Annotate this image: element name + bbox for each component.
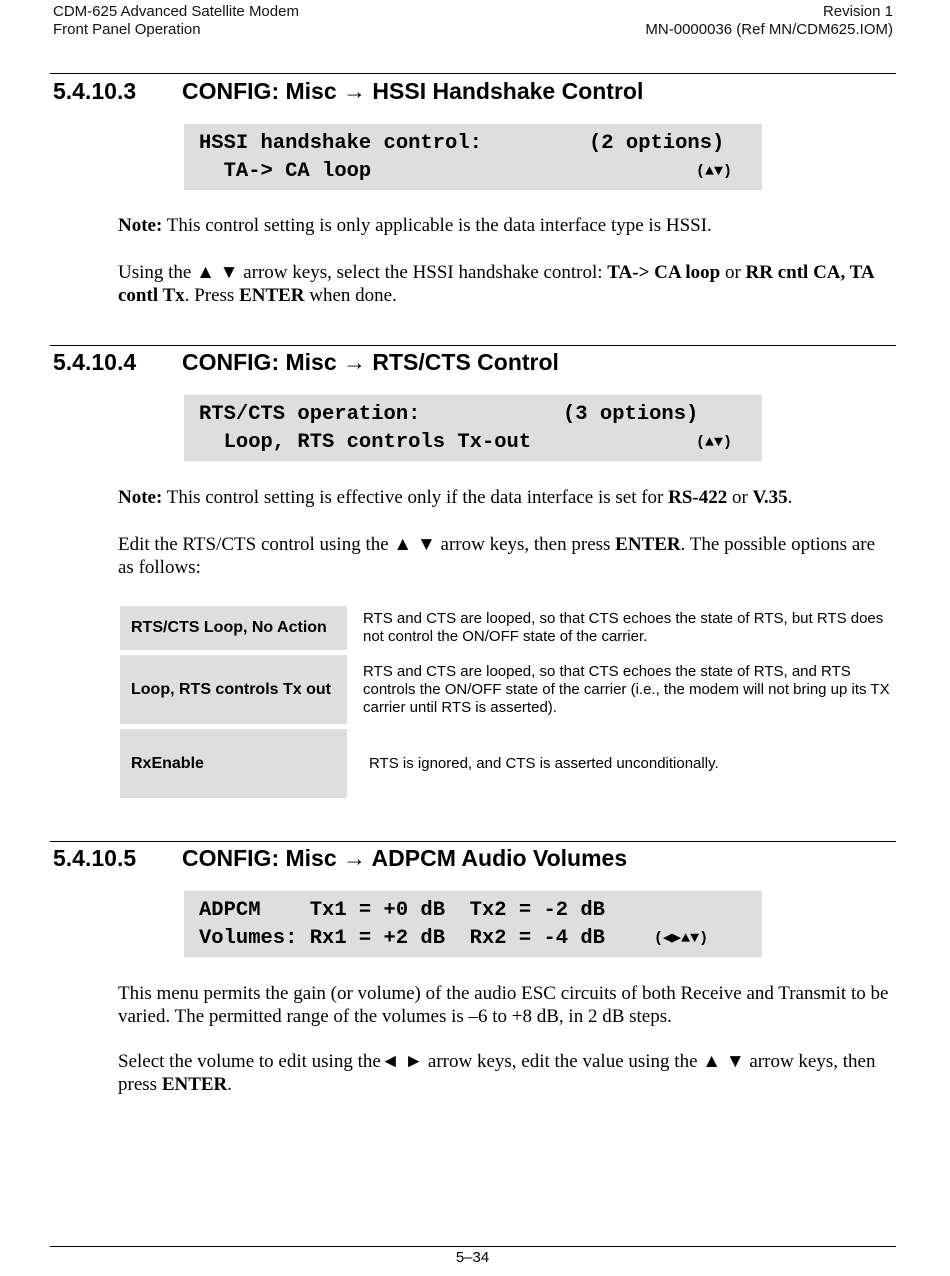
section-divider (50, 345, 896, 346)
enter-key-label: ENTER (161, 1074, 228, 1095)
table-row (120, 606, 899, 650)
lcd-line1: ADPCM Tx1 = +0 dB Tx2 = -2 dB (199, 899, 605, 922)
manual-number: MN-0000036 (Ref MN/CDM625.IOM) (645, 21, 893, 38)
lcd-arrow-keys-icon: (▲▼) (696, 434, 733, 451)
section-number: 5.4.10.4 (53, 349, 137, 375)
lcd-display-adpcm (184, 891, 762, 957)
section-divider (50, 73, 896, 74)
option-name-cell: RTS/CTS Loop, No Action (120, 606, 347, 650)
text-run: Edit the RTS/CTS control using the ▲ ▼ arrow keys, then press (118, 534, 616, 555)
section-heading-hssi (53, 77, 643, 105)
table-row (120, 729, 899, 798)
note-hssi (118, 214, 893, 237)
interface-name: RS-422 (668, 487, 728, 508)
enter-key-label: ENTER (615, 534, 681, 555)
note-text: This control setting is effective only if the data interface is set for (162, 487, 669, 508)
document-title: CDM-625 Advanced Satellite Modem (53, 3, 299, 20)
text-run: when done. (304, 285, 397, 306)
table-row (120, 655, 899, 724)
interface-name: V.35 (752, 487, 788, 508)
running-header-right (645, 3, 893, 39)
section-divider (50, 841, 896, 842)
lcd-option-count: (2 options) (589, 132, 725, 155)
text-run: or (727, 487, 753, 508)
option-name: TA-> CA loop (607, 262, 721, 283)
paragraph-rts-instructions (118, 533, 893, 579)
section-number: 5.4.10.5 (53, 845, 137, 871)
option-name-cell: RxEnable (120, 729, 347, 798)
lcd-arrow-keys-icon: (▲▼) (696, 163, 733, 180)
section-title: CONFIG: Misc → RTS/CTS Control (182, 349, 559, 375)
chapter-title: Front Panel Operation (53, 21, 201, 38)
text-run: Select the volume to edit using the◄ ► arrow keys, edit the value using the ▲ ▼ arrow keys, then press (118, 1051, 876, 1095)
section-title: CONFIG: Misc → HSSI Handshake Control (182, 78, 644, 104)
section-heading-rts-cts (53, 348, 559, 376)
lcd-line1: RTS/CTS operation: (199, 403, 421, 426)
lcd-line1: HSSI handshake control: (199, 132, 482, 155)
note-rts-cts (118, 486, 893, 509)
option-name-cell: Loop, RTS controls Tx out (120, 655, 347, 724)
note-label: Note: (118, 487, 163, 508)
text-run: . (227, 1074, 233, 1095)
text-run: . The possible options are as follows: (118, 534, 876, 578)
running-header-left (53, 3, 299, 39)
text-run: . (787, 487, 793, 508)
section-heading-adpcm (53, 844, 627, 872)
lcd-display-hssi (184, 124, 762, 190)
enter-key-label: ENTER (239, 285, 305, 306)
lcd-arrow-keys-icon: (◀▶▲▼) (654, 930, 709, 947)
paragraph-adpcm-instructions (118, 1050, 893, 1096)
page-number: 5–34 (455, 1249, 490, 1266)
option-description-cell: RTS is ignored, and CTS is asserted unconditionally. (369, 754, 719, 772)
revision-label: Revision 1 (822, 3, 893, 20)
option-description-cell: RTS and CTS are looped, so that CTS echoes the state of RTS, and RTS controls the ON/OFF state of the carrier (i.e., the modem will not bring up its TX carrier until RTS is asserted). (363, 662, 890, 716)
section-number: 5.4.10.3 (53, 78, 137, 104)
lcd-line2: Volumes: Rx1 = +2 dB Rx2 = -4 dB (199, 927, 605, 950)
section-title: CONFIG: Misc → ADPCM Audio Volumes (182, 845, 628, 871)
text-run: or (720, 262, 746, 283)
note-text: This control setting is only applicable is the data interface type is HSSI. (162, 215, 712, 236)
lcd-line2: TA-> CA loop (199, 160, 372, 183)
lcd-option-count: (3 options) (563, 403, 699, 426)
option-description-cell: RTS and CTS are looped, so that CTS echoes the state of RTS, but RTS does not control the ON/OFF state of the carrier. (363, 610, 884, 645)
rts-cts-options-table (118, 601, 901, 803)
paragraph-hssi-instructions (118, 261, 893, 307)
option-name: RR cntl CA, TA contl Tx (118, 262, 874, 306)
lcd-line2: Loop, RTS controls Tx-out (199, 431, 532, 454)
text-run: Using the ▲ ▼ arrow keys, select the HSSI handshake control: (118, 262, 608, 283)
paragraph-adpcm-description: This menu permits the gain (or volume) of the audio ESC circuits of both Receive and Transmit to be varied. The permitted range of the volumes is –6 to +8 dB, in 2 dB steps. (118, 983, 889, 1027)
note-label: Note: (118, 215, 163, 236)
lcd-display-rts-cts (184, 395, 762, 461)
text-run: . Press (184, 285, 240, 306)
footer-divider (50, 1246, 896, 1247)
